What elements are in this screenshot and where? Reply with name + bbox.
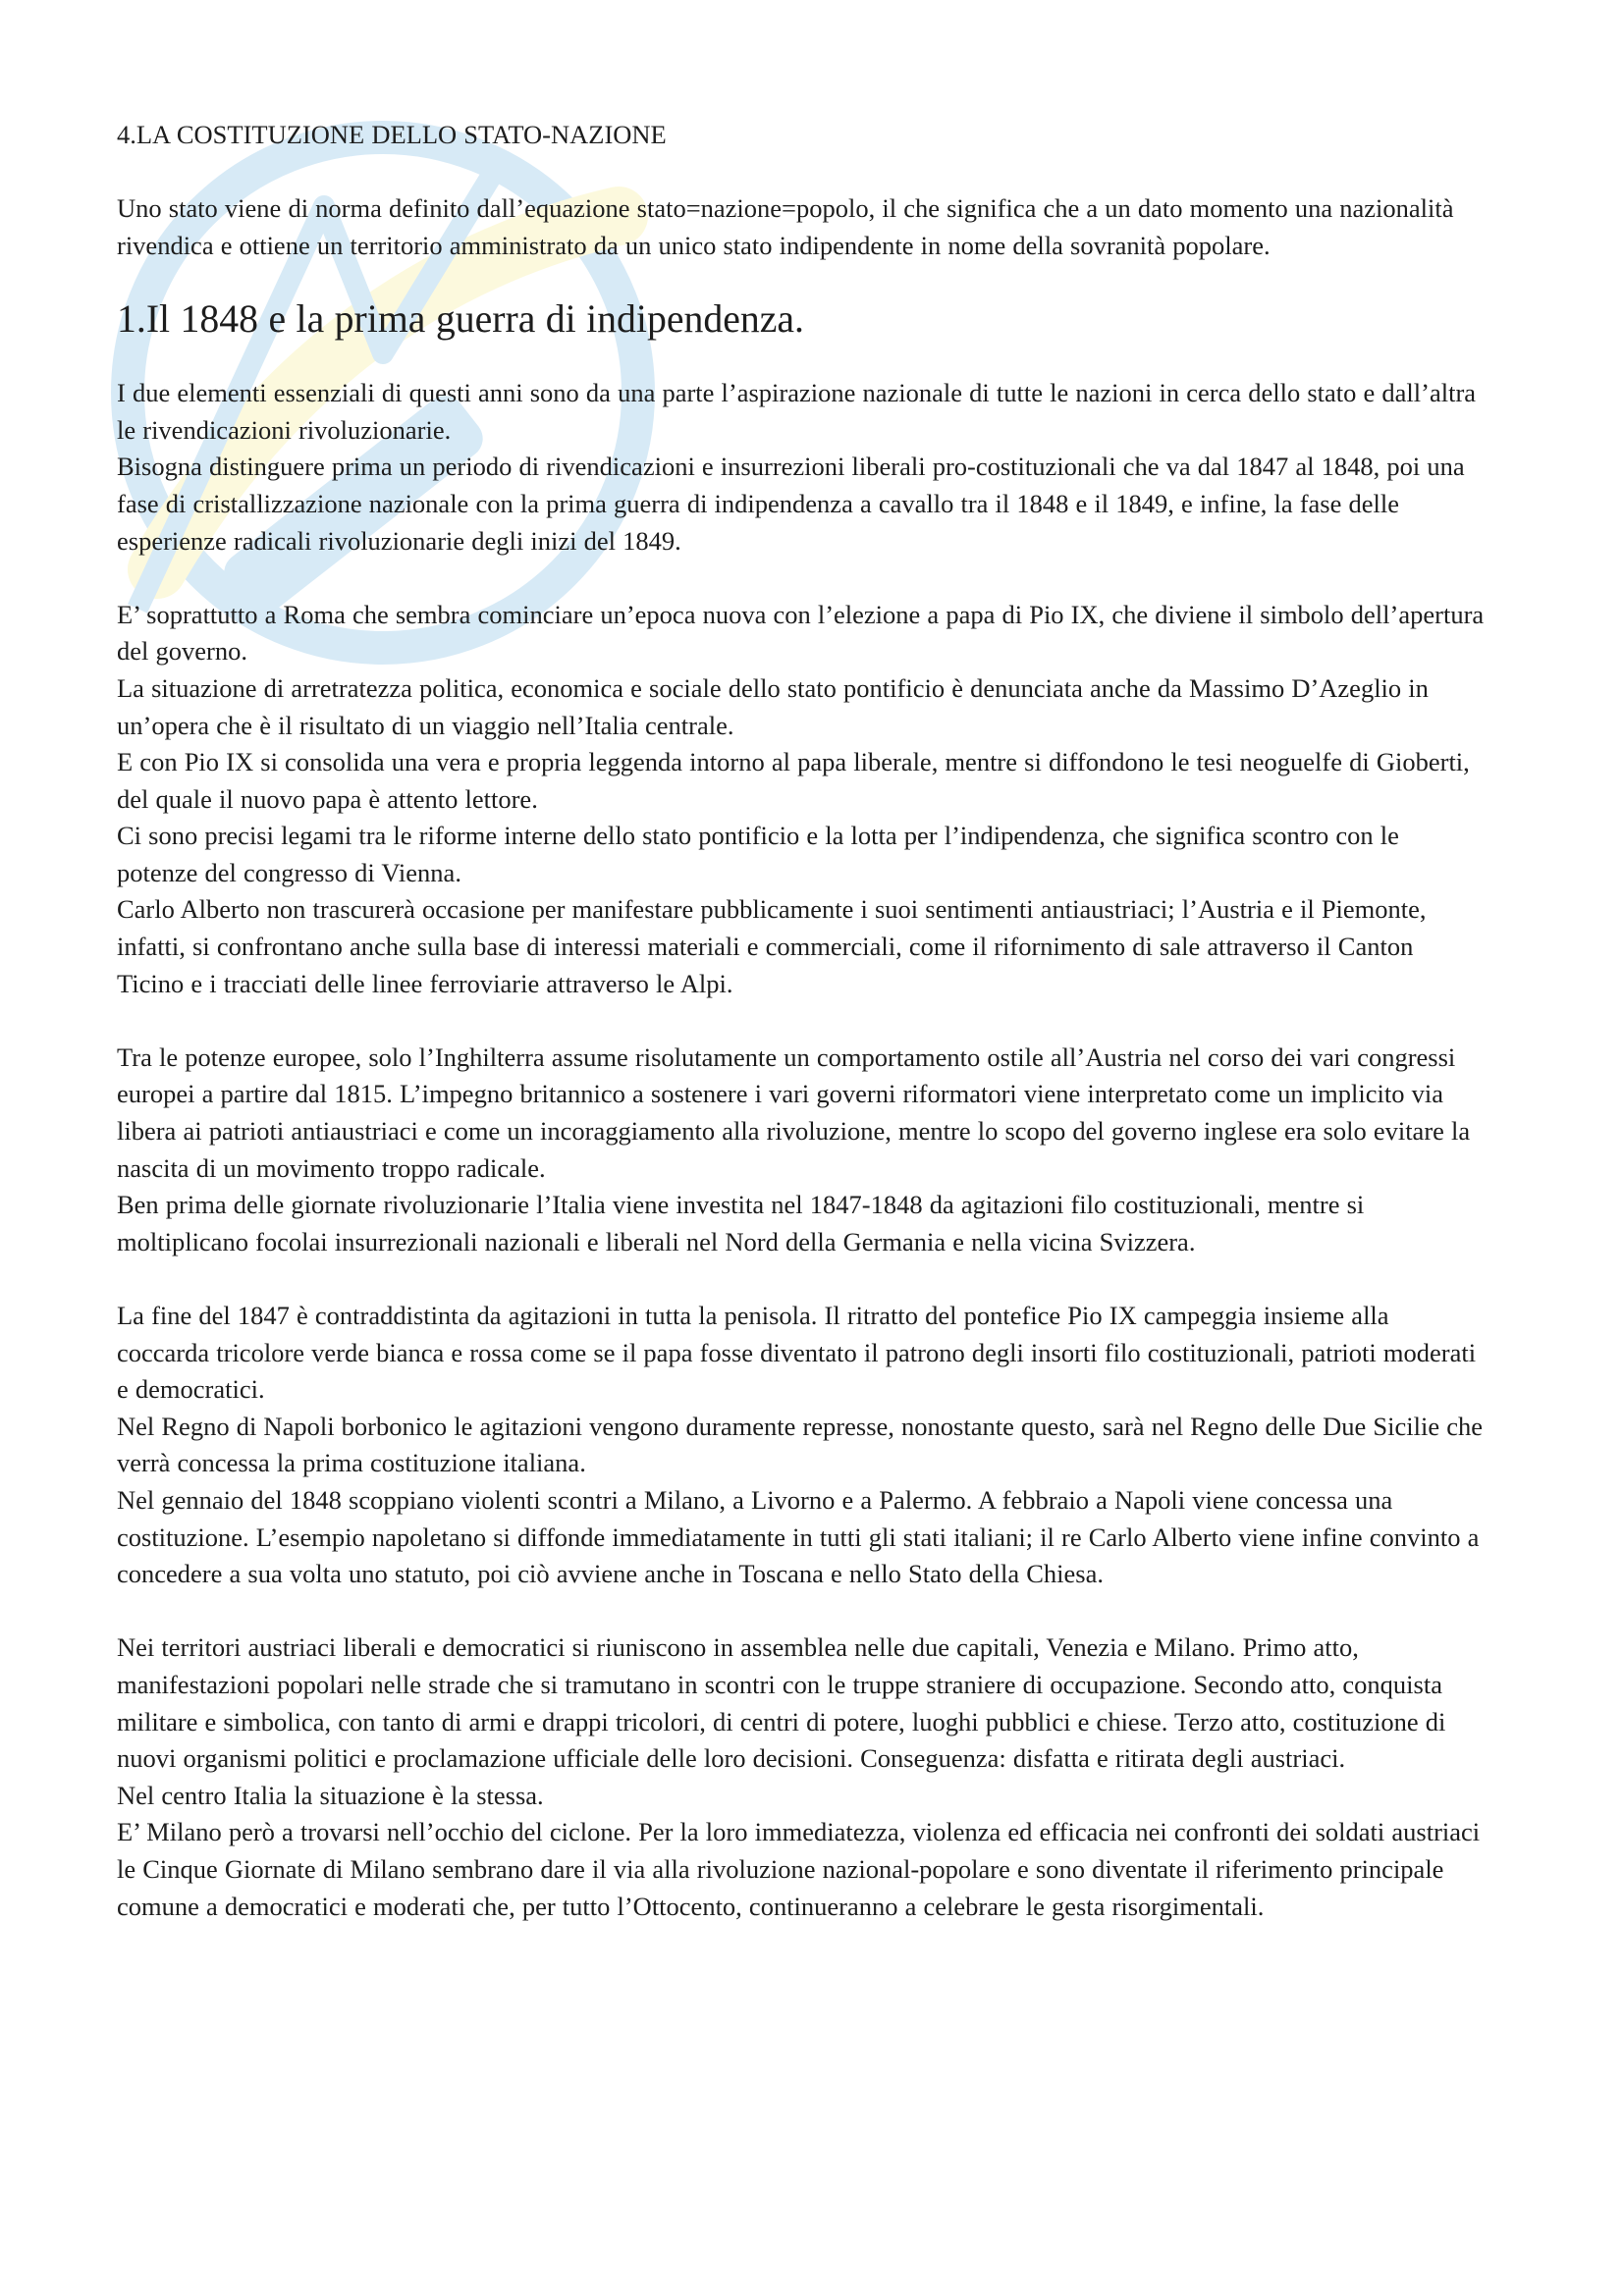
document-title: 4.LA COSTITUZIONE DELLO STATO-NAZIONE (117, 120, 667, 149)
paragraph: Ben prima delle giornate rivoluzionarie l’Italia viene investita nel 1847-1848 da agitazioni filo costituzionali, mentre si moltiplicano focolai insurrezionali nazionali e liberali nel Nord della Germania e nella vicina Svizzera. (117, 1190, 1365, 1256)
section-title: 1.Il 1848 e la prima guerra di indipendenza. (117, 296, 804, 341)
document-body (117, 117, 1487, 1925)
paragraph: Ci sono precisi legami tra le riforme interne dello stato pontificio e la lotta per l’indipendenza, che significa scontro con le potenze del congresso di Vienna. (117, 821, 1399, 887)
paragraph: E’ soprattutto a Roma che sembra cominciare un’epoca nuova con l’elezione a papa di Pio IX, che diviene il simbolo dell’apertura del governo. (117, 599, 1485, 667)
paragraph: E con Pio IX si consolida una vera e propria leggenda intorno al papa liberale, mentre si diffondono le tesi neoguelfe di Gioberti, del quale il nuovo papa è attento lettore. (117, 747, 1470, 814)
paragraph: Tra le potenze europee, solo l’Inghilterra assume risolutamente un comportamento ostile all’Austria nel corso dei vari congressi europei a partire dal 1815. L’impegno britannico a sostenere i vari governi riformatori viene interpretato come un implicito via libera ai patrioti antiaustriaci e come un incoraggiamento alla rivoluzione, mentre lo scopo del governo inglese era solo evitare la nascita di un movimento troppo radicale. (117, 1041, 1471, 1183)
intro-paragraph: Uno stato viene di norma definito dall’equazione stato=nazione=popolo, il che significa che a un dato momento una nazionalità rivendica e ottiene un territorio amministrato da un unico stato indipendente in nome della sovranità popolare. (117, 193, 1454, 260)
paragraph: Nel centro Italia la situazione è la stessa. (117, 1780, 544, 1810)
paragraph: Nei territori austriaci liberali e democratici si riuniscono in assemblea nelle due capitali, Venezia e Milano. Primo atto, manifestazioni popolari nelle strade che si tramutano in scontri con le truppe straniere di occupazione. Secondo atto, conquista militare e simbolica, con tanto di armi e drappi tricolori, di centri di potere, luoghi pubblici e chiese. Terzo atto, costituzione di nuovi organismi politici e proclamazione ufficiale delle loro decisioni. Conseguenza: disfatta e ritirata degli austriaci. (117, 1632, 1446, 1774)
paragraph: Bisogna distinguere prima un periodo di rivendicazioni e insurrezioni liberali pro-costituzionali che va dal 1847 al 1848, poi una fase di cristallizzazione nazionale con la prima guerra di indipendenza a cavallo tra il 1848 e il 1849, e infine, la fase delle esperienze radicali rivoluzionarie degli inizi del 1849. (117, 452, 1465, 556)
paragraph: E’ Milano però a trovarsi nell’occhio del ciclone. Per la loro immediatezza, violenza ed efficacia nei confronti dei soldati austriaci le Cinque Giornate di Milano sembrano dare il via alla rivoluzione nazional-popolare e sono diventate il riferimento principale comune a democratici e moderati che, per tutto l’Ottocento, continueranno a celebrare le gesta risorgimentali. (117, 1817, 1481, 1921)
paragraph: Nel gennaio del 1848 scoppiano violenti scontri a Milano, a Livorno e a Palermo. A febbraio a Napoli viene concessa una costituzione. L’esempio napoletano si diffonde immediatamente in tutti gli stati italiani; il re Carlo Alberto viene infine convinto a concedere a sua volta uno statuto, poi ciò avviene anche in Toscana e nello Stato della Chiesa. (117, 1484, 1480, 1589)
paragraph: Nel Regno di Napoli borbonico le agitazioni vengono duramente represse, nonostante questo, sarà nel Regno delle Due Sicilie che verrà concessa la prima costituzione italiana. (117, 1411, 1484, 1478)
paragraph: I due elementi essenziali di questi anni sono da una parte l’aspirazione nazionale di tutte le nazioni in cerca dello stato e dall’altra le rivendicazioni rivoluzionarie. (117, 378, 1477, 445)
paragraph: La fine del 1847 è contraddistinta da agitazioni in tutta la penisola. Il ritratto del pontefice Pio IX campeggia insieme alla coccarda tricolore verde bianca e rossa come se il papa fosse diventato il patrono degli insorti filo costituzionali, patrioti moderati e democratici. (117, 1301, 1477, 1405)
paragraph: La situazione di arretratezza politica, economica e sociale dello stato pontificio è denunciata anche da Massimo D’Azeglio in un’opera che è il risultato di un viaggio nell’Italia centrale. (117, 672, 1429, 740)
paragraph: Carlo Alberto non trascurerà occasione per manifestare pubblicamente i suoi sentimenti antiaustriaci; l’Austria e il Piemonte, infatti, si confrontano anche sulla base di interessi materiali e commerciali, come il rifornimento di sale attraverso il Canton Ticino e i tracciati delle linee ferroviarie attraverso le Alpi. (117, 894, 1427, 998)
